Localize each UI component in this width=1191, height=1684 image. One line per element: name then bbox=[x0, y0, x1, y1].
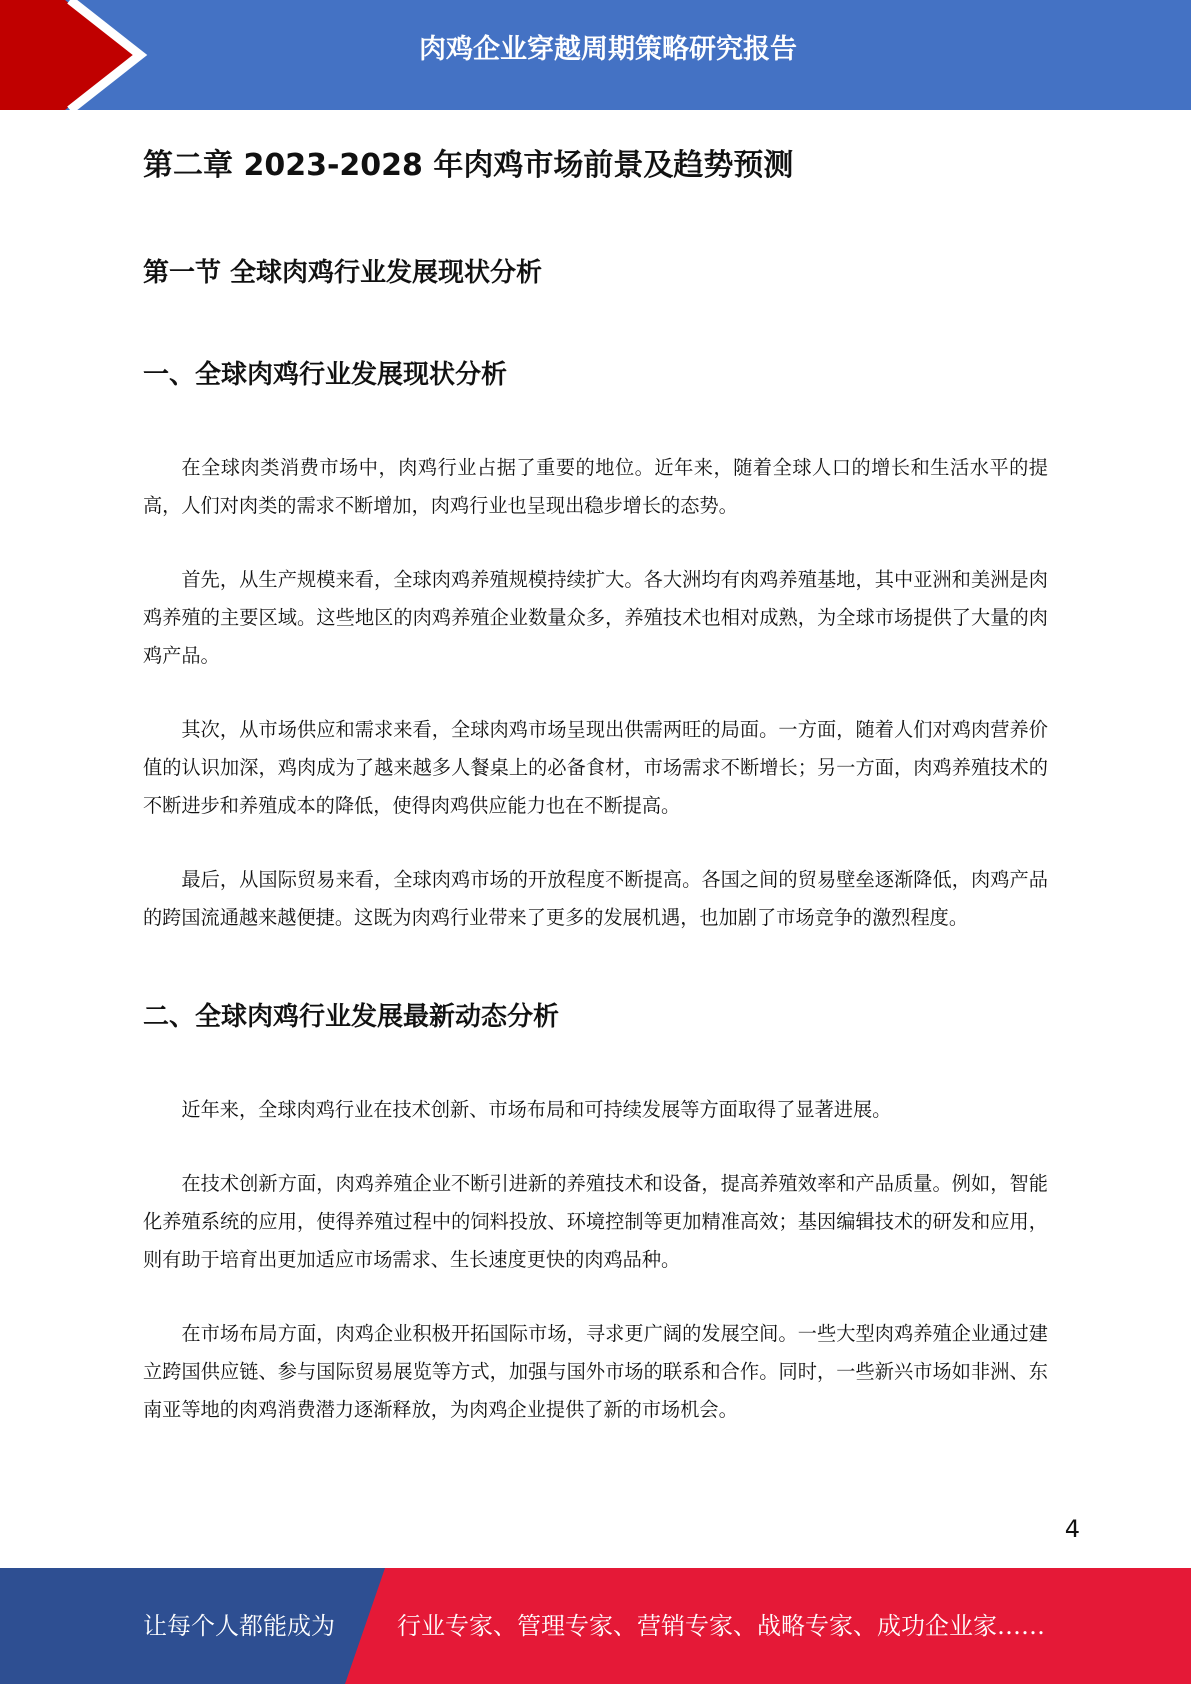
paragraph: 在技术创新方面，肉鸡养殖企业不断引进新的养殖技术和设备，提高养殖效率和产品质量。例如，智能化养殖系统的应用，使得养殖过程中的饲料投放、环境控制等更加精准高效；基因编辑技术的研发和应用，则有助于培育出更加适应市场需求、生长速度更快的肉鸡品种。 bbox=[143, 1172, 1048, 1271]
page-number: 4 bbox=[1064, 1515, 1080, 1543]
chapter-title: 第二章 2023-2028 年肉鸡市场前景及趋势预测 bbox=[143, 148, 794, 183]
page-footer bbox=[0, 1568, 1191, 1684]
footer-slogan-right: 行业专家、管理专家、营销专家、战略专家、成功企业家…… bbox=[397, 1612, 1045, 1640]
subsection-title: 二、全球肉鸡行业发展最新动态分析 bbox=[143, 1002, 560, 1032]
paragraph: 近年来，全球肉鸡行业在技术创新、市场布局和可持续发展等方面取得了显著进展。 bbox=[181, 1098, 892, 1121]
section-title: 第一节 全球肉鸡行业发展现状分析 bbox=[143, 258, 543, 288]
footer-slogan-left: 让每个人都能成为 bbox=[143, 1612, 335, 1640]
paragraph: 在全球肉类消费市场中，肉鸡行业占据了重要的地位。近年来，随着全球人口的增长和生活水平的提高，人们对肉类的需求不断增加，肉鸡行业也呈现出稳步增长的态势。 bbox=[143, 456, 1048, 517]
page-header bbox=[0, 0, 1191, 110]
paragraph: 最后，从国际贸易来看，全球肉鸡市场的开放程度不断提高。各国之间的贸易壁垒逐渐降低，肉鸡产品的跨国流通越来越便捷。这既为肉鸡行业带来了更多的发展机遇，也加剧了市场竞争的激烈程度。 bbox=[143, 868, 1048, 929]
subsection-title: 一、全球肉鸡行业发展现状分析 bbox=[143, 360, 508, 390]
page-content bbox=[143, 130, 1048, 1429]
report-title: 肉鸡企业穿越周期策略研究报告 bbox=[419, 34, 797, 65]
paragraph: 其次，从市场供应和需求来看，全球肉鸡市场呈现出供需两旺的局面。一方面，随着人们对鸡肉营养价值的认识加深，鸡肉成为了越来越多人餐桌上的必备食材，市场需求不断增长；另一方面，肉鸡养殖技术的不断进步和养殖成本的降低，使得肉鸡供应能力也在不断提高。 bbox=[143, 718, 1048, 817]
paragraph: 首先，从生产规模来看，全球肉鸡养殖规模持续扩大。各大洲均有肉鸡养殖基地，其中亚洲和美洲是肉鸡养殖的主要区域。这些地区的肉鸡养殖企业数量众多，养殖技术也相对成熟，为全球市场提供了大量的肉鸡产品。 bbox=[143, 568, 1048, 667]
paragraph: 在市场布局方面，肉鸡企业积极开拓国际市场，寻求更广阔的发展空间。一些大型肉鸡养殖企业通过建立跨国供应链、参与国际贸易展览等方式，加强与国外市场的联系和合作。同时，一些新兴市场如非洲、东南亚等地的肉鸡消费潜力逐渐释放，为肉鸡企业提供了新的市场机会。 bbox=[143, 1322, 1048, 1421]
